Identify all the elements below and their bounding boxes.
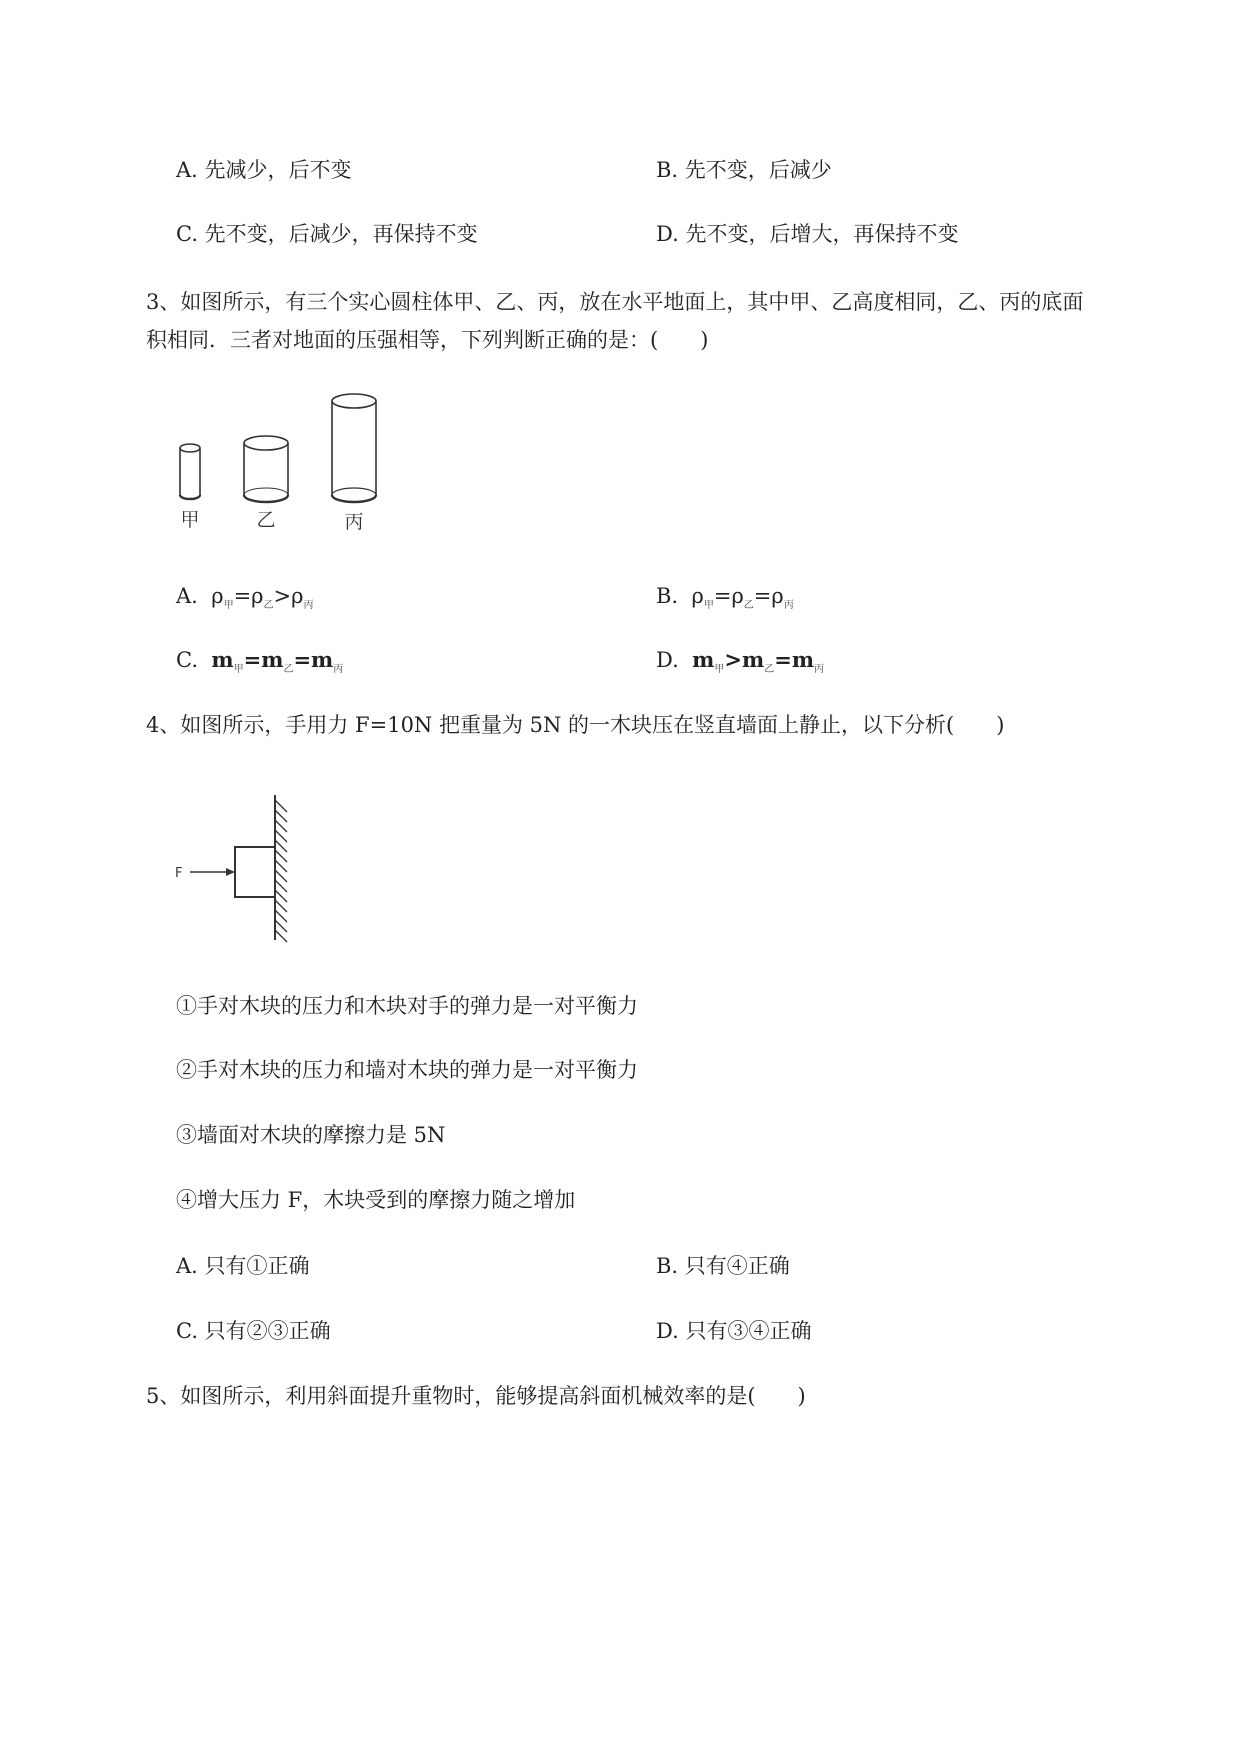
q3-option-c: C. $m_甲=m_乙=m_丙$: [176, 647, 344, 675]
cylinder-label-jia: 甲: [180, 509, 200, 531]
q4-statement-3: ③墙面对木块的摩擦力是 5N: [176, 1123, 446, 1147]
q2-option-a: A. 先减少，后不变: [176, 158, 352, 182]
q2-option-d: D. 先不变，后增大，再保持不变: [656, 222, 959, 246]
q3-option-d: D. $m_甲>m_乙=m_丙$: [656, 647, 825, 675]
q4-option-b: B. 只有④正确: [656, 1254, 790, 1278]
q4-stem: 4、如图所示，手用力 F=10N 把重量为 5N 的一木块压在竖直墙面上静止，以下分析( ): [146, 713, 1005, 737]
cylinders-figure: [170, 388, 390, 538]
q5-stem: 5、如图所示，利用斜面提升重物时，能够提高斜面机械效率的是( ): [146, 1384, 806, 1408]
cylinder-label-bing: 丙: [344, 511, 364, 533]
q3-option-a: A. $\rho_甲=\rho_乙>\rho_丙$: [176, 584, 314, 611]
q2-option-c: C. 先不变，后减少，再保持不变: [176, 222, 478, 246]
q4-statement-2: ②手对木块的压力和墙对木块的弹力是一对平衡力: [176, 1058, 638, 1082]
q3-stem-line2: 积相同．三者对地面的压强相等，下列判断正确的是：( ): [146, 328, 709, 352]
q3-stem-line1: 3、如图所示，有三个实心圆柱体甲、乙、丙，放在水平地面上，其中甲、乙高度相同，乙、丙的底面: [146, 290, 1084, 314]
block-wall-figure: [175, 790, 315, 950]
q2-option-b: B. 先不变，后减少: [656, 158, 832, 182]
q4-statement-1: ①手对木块的压力和木块对手的弹力是一对平衡力: [176, 994, 638, 1018]
q4-option-a: A. 只有①正确: [176, 1254, 310, 1278]
q4-option-d: D. 只有③④正确: [656, 1319, 812, 1343]
q4-statement-4: ④增大压力 F，木块受到的摩擦力随之增加: [176, 1188, 576, 1212]
q3-option-b: B. $\rho_甲=\rho_乙=\rho_丙$: [656, 584, 794, 611]
force-label: F: [175, 866, 183, 881]
q4-option-c: C. 只有②③正确: [176, 1319, 331, 1343]
cylinder-label-yi: 乙: [256, 509, 276, 531]
